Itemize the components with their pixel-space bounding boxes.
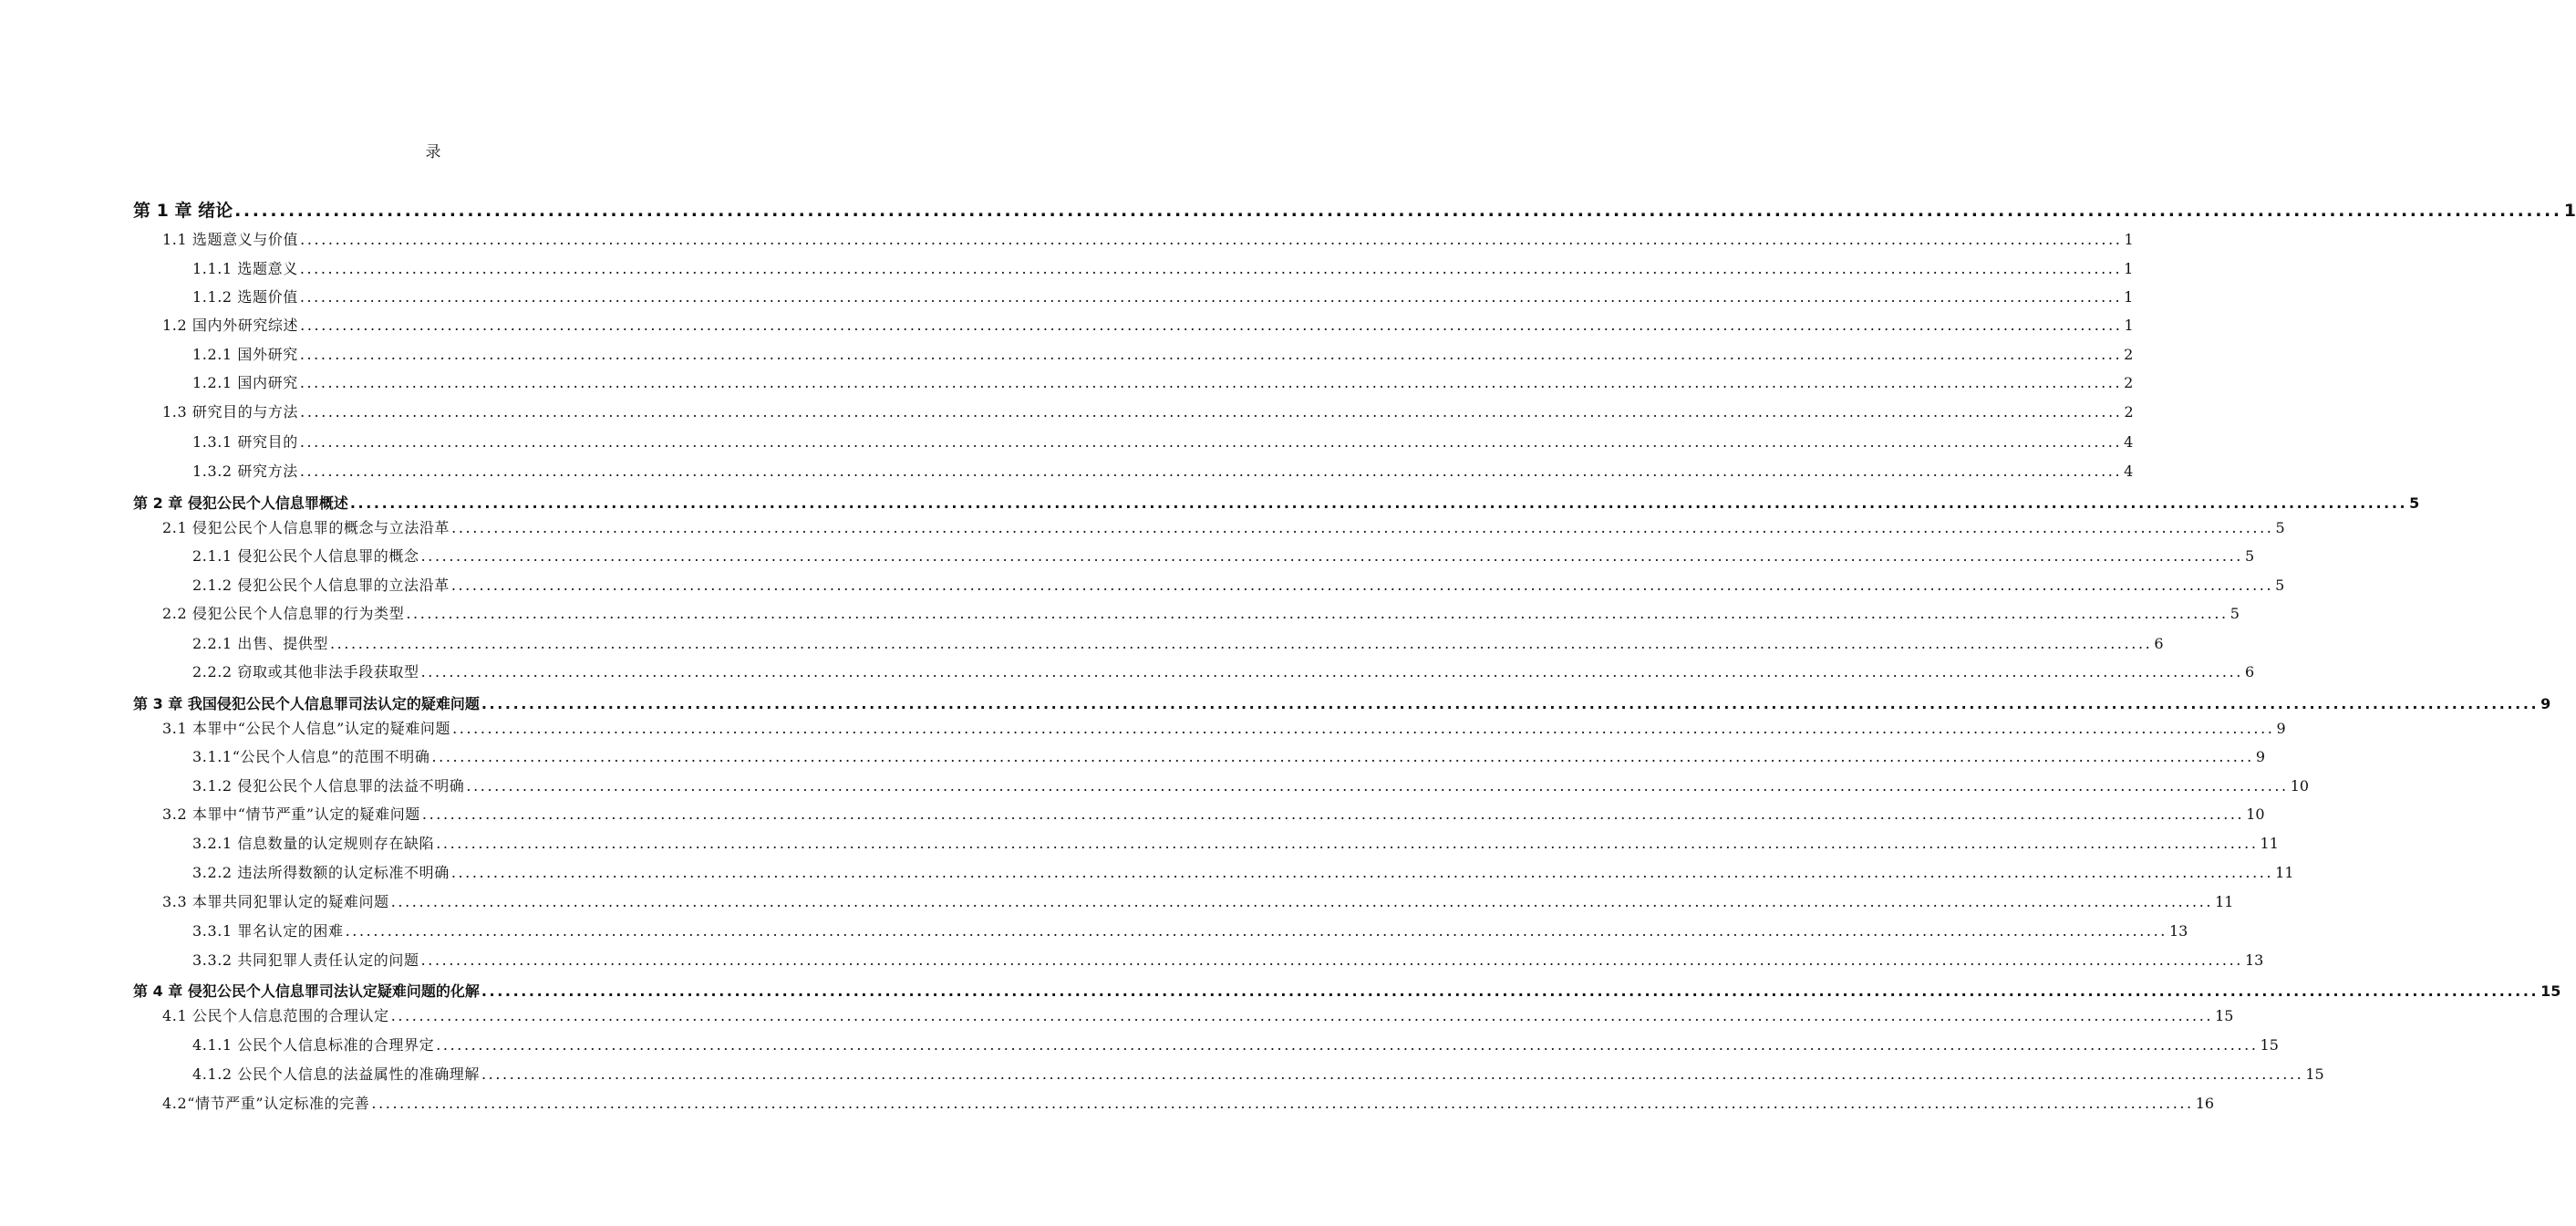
- toc-entry-label: 3.3.2 共同犯罪人责任认定的问题: [192, 951, 419, 969]
- toc-leader-dots: ....................................................................................................................................................................................................................................................................: [436, 835, 2259, 852]
- toc-leader-dots: ....................................................................................................................................................................................................................................................................: [452, 720, 2275, 737]
- toc-entry-label: 第 3 章 我国侵犯公民个人信息罪司法认定的疑难问题: [133, 695, 480, 712]
- toc-entry[interactable]: [133, 492, 2420, 513]
- toc-entry[interactable]: [133, 980, 2561, 1001]
- toc-entry-label: 2.2.1 出售、提供型: [192, 635, 328, 652]
- toc-leader-dots: ....................................................................................................................................................................................................................................................................: [300, 317, 2123, 334]
- toc-page-number: 4: [2124, 433, 2134, 451]
- toc-page-number: 15: [2215, 1007, 2234, 1024]
- toc-leader-dots: ....................................................................................................................................................................................................................................................................: [390, 893, 2214, 910]
- toc-page-number: 1: [2124, 288, 2134, 306]
- toc-entry-label: 1.2.1 国外研究: [192, 346, 298, 363]
- toc-leader-dots: ....................................................................................................................................................................................................................................................................: [481, 1065, 2304, 1083]
- toc-leader-dots: ....................................................................................................................................................................................................................................................................: [450, 577, 2274, 594]
- toc-entry[interactable]: [192, 371, 2134, 392]
- toc-leader-dots: ....................................................................................................................................................................................................................................................................: [406, 605, 2229, 622]
- toc-entry-label: 3.2.1 信息数量的认定规则存在缺陷: [192, 835, 435, 852]
- toc-leader-dots: ....................................................................................................................................................................................................................................................................: [349, 494, 2408, 512]
- toc-leader-dots: ....................................................................................................................................................................................................................................................................: [451, 519, 2274, 536]
- toc-leader-dots: ....................................................................................................................................................................................................................................................................: [436, 1036, 2259, 1054]
- toc-page-number: 9: [2540, 695, 2551, 712]
- toc-entry-label: 第 2 章 侵犯公民个人信息罪概述: [133, 494, 348, 512]
- toc-page-number: 9: [2255, 748, 2266, 765]
- toc-page-number: 2: [2124, 346, 2134, 363]
- toc-leader-dots: ....................................................................................................................................................................................................................................................................: [420, 663, 2243, 681]
- toc-page-number: 15: [2305, 1065, 2324, 1083]
- toc-page-number: 10: [2246, 805, 2265, 823]
- toc-leader-dots: ....................................................................................................................................................................................................................................................................: [450, 864, 2274, 881]
- toc-entry-label: 3.1 本罪中“公民个人信息”认定的疑难问题: [162, 720, 451, 737]
- toc-leader-dots: ....................................................................................................................................................................................................................................................................: [420, 951, 2243, 969]
- toc-entry-label: 2.1 侵犯公民个人信息罪的概念与立法沿革: [162, 519, 450, 536]
- toc-entry-label: 1.1.2 选题价值: [192, 288, 298, 306]
- toc-entry[interactable]: [192, 1063, 2324, 1084]
- toc-leader-dots: ....................................................................................................................................................................................................................................................................: [330, 635, 2153, 652]
- toc-entry-label: 2.2 侵犯公民个人信息罪的行为类型: [162, 605, 405, 622]
- toc-page-number: 6: [2244, 663, 2255, 681]
- toc-leader-dots: ....................................................................................................................................................................................................................................................................: [481, 695, 2540, 712]
- toc-entry[interactable]: [133, 692, 2551, 713]
- toc-entry-label: 1.1.1 选题意义: [192, 260, 298, 277]
- toc-entry-label: 3.3 本罪共同犯罪认定的疑难问题: [162, 893, 389, 910]
- toc-entry[interactable]: [192, 660, 2255, 681]
- toc-page-number: 15: [2260, 1036, 2279, 1054]
- toc-page-number: 2: [2124, 403, 2134, 421]
- toc-entry-label: 3.1.1“公民个人信息”的范围不明确: [192, 748, 430, 765]
- toc-page-number: 11: [2215, 893, 2234, 910]
- toc-page-number: 11: [2275, 864, 2294, 881]
- toc-entry[interactable]: [162, 1092, 2215, 1113]
- toc-page-number: 13: [2244, 951, 2264, 969]
- toc-page-number: 11: [2260, 835, 2279, 852]
- toc-entry-label: 3.2.2 违法所得数额的认定标准不明确: [192, 864, 450, 881]
- toc-entry-label: 1.1 选题意义与价值: [162, 231, 299, 248]
- toc-entry[interactable]: [192, 431, 2134, 452]
- toc-leader-dots: ....................................................................................................................................................................................................................................................................: [421, 805, 2245, 823]
- toc-entry-label: 3.1.2 侵犯公民个人信息罪的法益不明确: [192, 777, 465, 795]
- toc-entry[interactable]: [162, 717, 2286, 738]
- toc-entry[interactable]: [162, 803, 2265, 824]
- toc-entry-label: 4.1.2 公民个人信息的法益属性的准确理解: [192, 1065, 480, 1083]
- toc-leader-dots: ....................................................................................................................................................................................................................................................................: [371, 1095, 2194, 1112]
- toc-leader-dots: ....................................................................................................................................................................................................................................................................: [234, 201, 2562, 221]
- toc-entry-label: 4.1.1 公民个人信息标准的合理界定: [192, 1036, 435, 1054]
- toc-entry-label: 第 1 章 绪论: [133, 201, 233, 221]
- toc-leader-dots: ....................................................................................................................................................................................................................................................................: [299, 374, 2123, 391]
- toc-entry-label: 3.3.1 罪名认定的困难: [192, 922, 344, 940]
- toc-page-number: 5: [2275, 519, 2285, 536]
- toc-entry[interactable]: [192, 632, 2164, 653]
- toc-page-number: 5: [2409, 494, 2420, 512]
- toc-entry[interactable]: [162, 1004, 2234, 1025]
- toc-entry[interactable]: [133, 197, 2576, 222]
- toc-entry-label: 4.1 公民个人信息范围的合理认定: [162, 1007, 389, 1024]
- toc-page-number: 6: [2154, 635, 2164, 652]
- toc-page-number: 5: [2244, 547, 2255, 565]
- toc-entry[interactable]: [192, 343, 2134, 364]
- toc-page-number: 13: [2168, 922, 2188, 940]
- toc-leader-dots: ....................................................................................................................................................................................................................................................................: [466, 777, 2289, 795]
- toc-page-number: 5: [2275, 577, 2285, 594]
- toc-leader-dots: ....................................................................................................................................................................................................................................................................: [300, 403, 2123, 421]
- toc-entry[interactable]: [162, 228, 2134, 249]
- toc-entry[interactable]: [192, 774, 2310, 795]
- toc-page-number: 1: [2124, 260, 2134, 277]
- toc-entry[interactable]: [162, 602, 2240, 623]
- toc-title: 录: [425, 143, 441, 161]
- toc-entry[interactable]: [192, 920, 2188, 940]
- toc-entry-label: 3.2 本罪中“情节严重”认定的疑难问题: [162, 805, 420, 823]
- toc-entry-label: 2.2.2 窃取或其他非法手段获取型: [192, 663, 419, 681]
- toc-leader-dots: ....................................................................................................................................................................................................................................................................: [390, 1007, 2214, 1024]
- toc-page-number: 1: [2124, 231, 2134, 248]
- toc-leader-dots: ....................................................................................................................................................................................................................................................................: [481, 982, 2540, 1000]
- toc-entry[interactable]: [162, 516, 2285, 537]
- toc-entry-label: 第 4 章 侵犯公民个人信息罪司法认定疑难问题的化解: [133, 982, 480, 1000]
- toc-entry[interactable]: [192, 949, 2264, 970]
- toc-entry-label: 1.3 研究目的与方法: [162, 403, 299, 421]
- toc-entry[interactable]: [192, 745, 2266, 766]
- toc-entry-label: 1.3.1 研究目的: [192, 433, 298, 451]
- toc-leader-dots: ....................................................................................................................................................................................................................................................................: [299, 462, 2123, 480]
- toc-page-number: 15: [2540, 982, 2561, 1000]
- toc-page-number: 4: [2124, 462, 2134, 480]
- toc-entry-label: 1.2.1 国内研究: [192, 374, 298, 391]
- toc-entry[interactable]: [192, 861, 2294, 882]
- toc-entry-label: 2.1.1 侵犯公民个人信息罪的概念: [192, 547, 419, 565]
- toc-leader-dots: ....................................................................................................................................................................................................................................................................: [420, 547, 2243, 565]
- toc-leader-dots: ....................................................................................................................................................................................................................................................................: [345, 922, 2167, 940]
- toc-entry[interactable]: [162, 400, 2134, 421]
- toc-page-number: 1: [2124, 317, 2134, 334]
- toc-page-number: 2: [2124, 374, 2134, 391]
- toc-entry[interactable]: [192, 545, 2255, 566]
- toc-leader-dots: ....................................................................................................................................................................................................................................................................: [299, 288, 2123, 306]
- toc-entry[interactable]: [192, 460, 2134, 481]
- toc-entry[interactable]: [192, 832, 2279, 853]
- toc-leader-dots: ....................................................................................................................................................................................................................................................................: [431, 748, 2254, 765]
- toc-leader-dots: ....................................................................................................................................................................................................................................................................: [299, 433, 2123, 451]
- toc-page-number: 5: [2229, 605, 2240, 622]
- toc-leader-dots: ....................................................................................................................................................................................................................................................................: [299, 346, 2123, 363]
- toc-entry-label: 1.3.2 研究方法: [192, 462, 298, 480]
- toc-leader-dots: ....................................................................................................................................................................................................................................................................: [299, 260, 2123, 277]
- toc-page-number: 16: [2195, 1095, 2215, 1112]
- toc-entry[interactable]: [162, 314, 2134, 335]
- toc-entry[interactable]: [192, 1034, 2279, 1055]
- toc-page-number: 9: [2276, 720, 2286, 737]
- toc-entry-label: 2.1.2 侵犯公民个人信息罪的立法沿革: [192, 577, 450, 594]
- toc-entry[interactable]: [192, 286, 2134, 306]
- toc-leader-dots: ....................................................................................................................................................................................................................................................................: [300, 231, 2123, 248]
- toc-entry[interactable]: [192, 574, 2285, 595]
- toc-page-number: 1: [2563, 201, 2576, 221]
- toc-entry-label: 1.2 国内外研究综述: [162, 317, 299, 334]
- toc-entry[interactable]: [162, 890, 2234, 911]
- toc-entry-label: 4.2“情节严重”认定标准的完善: [162, 1095, 370, 1112]
- toc-entry[interactable]: [192, 257, 2134, 278]
- toc-page-number: 10: [2290, 777, 2310, 795]
